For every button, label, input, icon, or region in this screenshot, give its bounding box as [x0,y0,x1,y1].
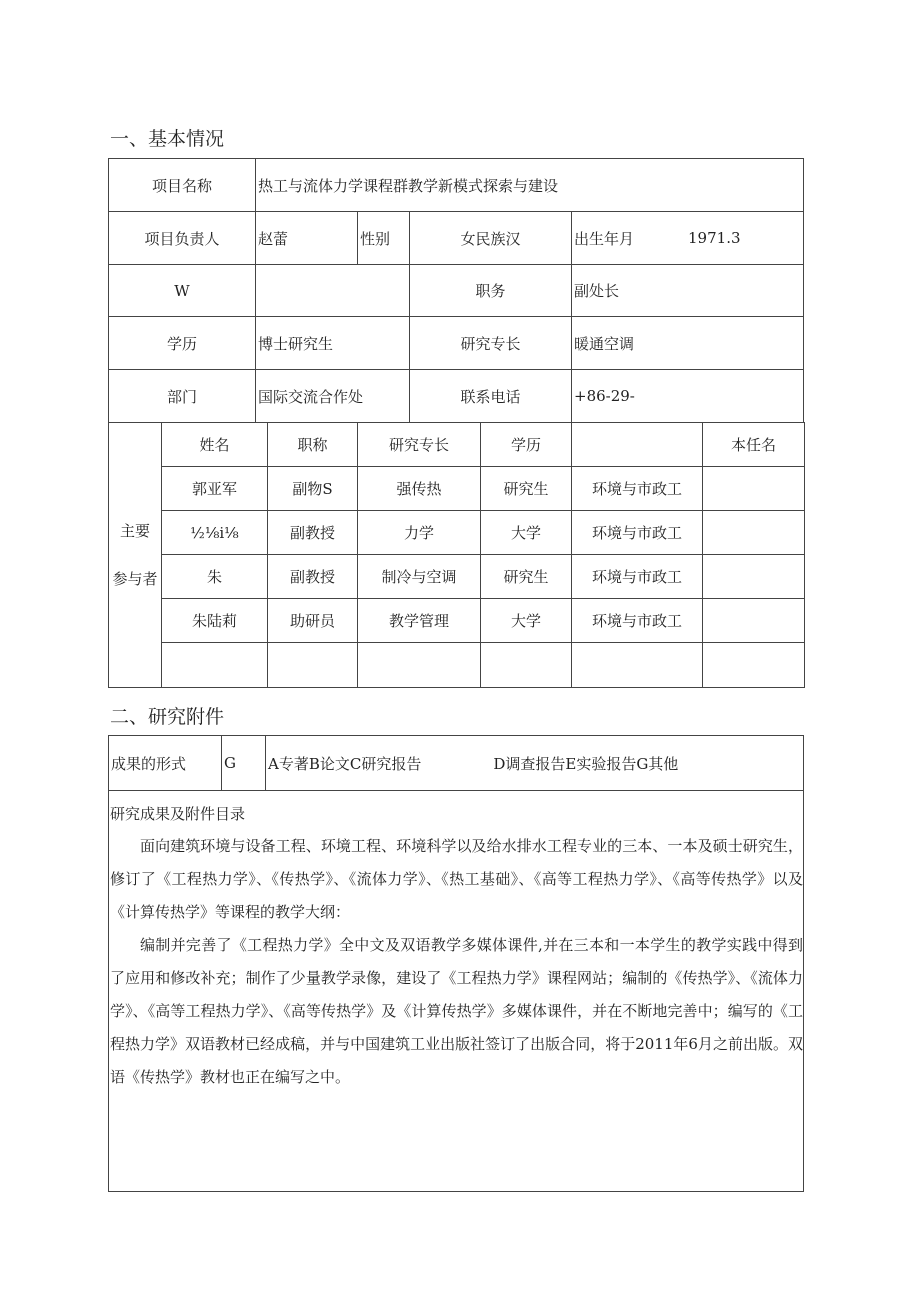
education-label: 学历 [108,316,256,370]
dept-label: 部门 [108,369,256,423]
form-options-1: A专著B论文C研究报告 [268,754,422,773]
phone-value: +86-29- [571,369,804,423]
participants-label-line1: 主要 [119,522,150,540]
participant-title: 助研员 [267,598,358,643]
participants-header-4 [571,422,703,467]
project-name-label: 项目名称 [108,158,256,212]
birth-value: 1971.3 [688,229,741,247]
participants-label [108,422,162,688]
specialty-value: 暖通空调 [571,316,804,370]
position-value: 副处长 [571,264,804,317]
participant-name: ½⅛i⅛ [161,510,268,555]
birth-cell [571,211,804,265]
participant-education [480,642,572,688]
birth-label: 出生年月 [574,229,635,248]
participant-unit: 环境与市政工 [571,598,703,643]
participant-position [702,598,805,643]
participant-name: 朱 [161,554,268,599]
participant-specialty: 制冷与空调 [357,554,481,599]
participant-title: 副教授 [267,510,358,555]
section-title-attachments: 二、研究附件 [110,706,225,728]
participant-specialty: 力学 [357,510,481,555]
attachments-text [110,830,803,1094]
leader-label: 项目负责人 [108,211,256,265]
participant-education: 研究生 [480,466,572,511]
form-options [265,735,804,791]
paragraph-2: 编制并完善了《工程热力学》全中文及双语教学多媒体课件,并在三本和一本学生的教学实践中得到了应用和修改补充；制作了少量教学录像，建设了《工程热力学》课程网站；编制的《传热学》、《流体力学》、《高等工程热力学》、《高等传热学》及《计算传热学》多媒体课件，并在不断地完善中；编写的《工程热力学》双语教材已经成稿，并与中国建筑工业出版社签订了出版合同，将于2011年6月之前出版。双语《传热学》教材也正在编写之中。 [110,936,803,1086]
dept-value: 国际交流合作处 [255,369,410,423]
participant-specialty: 强传热 [357,466,481,511]
participants-header-3: 学历 [480,422,572,467]
participant-specialty [357,642,481,688]
participants-header-0: 姓名 [161,422,268,467]
position-label: 职务 [409,264,572,317]
leader-value: 赵蕾 [255,211,358,265]
section-title-basic: 一、基本情况 [110,128,225,150]
participant-title: 副教授 [267,554,358,599]
gender-ethnicity-value: 女民族汉 [409,211,572,265]
participant-title [267,642,358,688]
participant-position [702,466,805,511]
w-value [255,264,410,317]
participants-header-5: 本任名 [702,422,805,467]
participant-name: 郭亚军 [161,466,268,511]
participant-education: 研究生 [480,554,572,599]
participant-unit: 环境与市政工 [571,554,703,599]
w-label: W [108,264,256,317]
participants-header-2: 研究专长 [357,422,481,467]
phone-label: 联系电话 [409,369,572,423]
education-value: 博士研究生 [255,316,410,370]
participant-name [161,642,268,688]
project-name-value: 热工与流体力学课程群教学新模式探索与建设 [255,158,804,212]
participant-unit [571,642,703,688]
participant-specialty: 教学管理 [357,598,481,643]
participant-position [702,642,805,688]
participant-education: 大学 [480,598,572,643]
participant-unit: 环境与市政工 [571,510,703,555]
specialty-label: 研究专长 [409,316,572,370]
participants-label-line2: 参与者 [112,570,158,588]
participant-title: 副物S [267,466,358,511]
participants-header-1: 职称 [267,422,358,467]
form-label: 成果的形式 [108,735,222,791]
participant-position [702,554,805,599]
participant-name: 朱陆莉 [161,598,268,643]
form-options-2: D调查报告E实验报告G其他 [493,754,679,773]
participant-education: 大学 [480,510,572,555]
catalog-label: 研究成果及附件目录 [110,805,246,823]
form-value: G [221,735,266,791]
gender-label: 性别 [357,211,410,265]
paragraph-1: 面向建筑环境与设备工程、环境工程、环境科学以及给水排水工程专业的三本、一本及硕士研究生，修订了《工程热力学》、《传热学》、《流体力学》、《热工基础》、《高等工程热力学》、《高等传热学》以及《计算传热学》等课程的教学大纲： [110,837,803,921]
participant-position [702,510,805,555]
participant-unit: 环境与市政工 [571,466,703,511]
